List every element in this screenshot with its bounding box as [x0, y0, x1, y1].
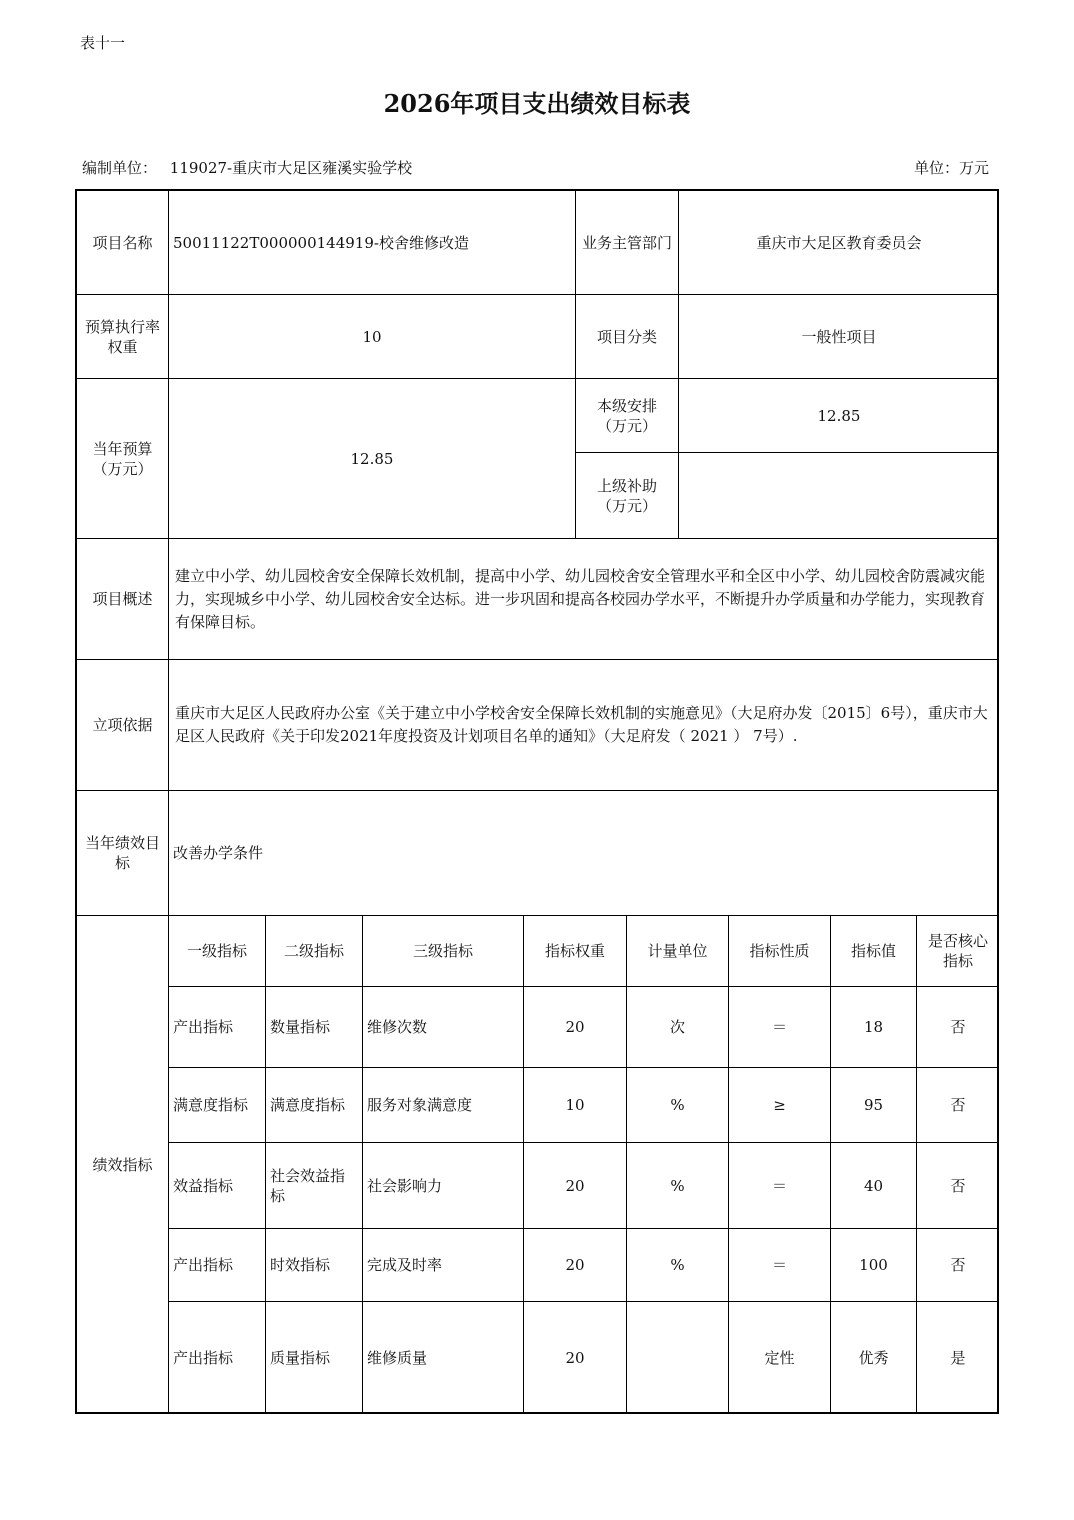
header-level1: 一级指标 — [169, 916, 266, 987]
row1-level2: 数量指标 — [266, 987, 363, 1068]
performance-table — [75, 189, 999, 1414]
row1-level3: 维修次数 — [363, 987, 524, 1068]
goal-value: 改善办学条件 — [169, 791, 999, 916]
project-name-label: 项目名称 — [77, 191, 169, 295]
row5-value: 优秀 — [831, 1302, 917, 1414]
row4-level1: 产出指标 — [169, 1229, 266, 1302]
row3-nature: ＝ — [729, 1143, 831, 1229]
row5-core: 是 — [950, 1349, 966, 1367]
header-nature: 指标性质 — [729, 916, 831, 987]
dept-value: 重庆市大足区教育委员会 — [679, 191, 999, 295]
row2-core: 否 — [917, 1068, 999, 1143]
org-line — [82, 157, 412, 178]
header-level3: 三级指标 — [363, 916, 524, 987]
row1-nature: ＝ — [729, 987, 831, 1068]
goal-label: 当年绩效目标 — [77, 791, 169, 916]
local-label: 本级安排（万元） — [576, 379, 679, 453]
header-weight: 指标权重 — [524, 916, 627, 987]
row3-level3: 社会影响力 — [363, 1143, 524, 1229]
row1-level1: 产出指标 — [169, 987, 266, 1068]
row2-level3: 服务对象满意度 — [363, 1068, 524, 1143]
project-name-value: 50011122T000000144919-校舍维修改造 — [169, 191, 576, 295]
header-level2: 二级指标 — [266, 916, 363, 987]
row3-weight: 20 — [524, 1143, 627, 1229]
weight-value: 10 — [169, 295, 576, 379]
row5-nature: 定性 — [729, 1302, 831, 1414]
row2-level1: 满意度指标 — [169, 1068, 266, 1143]
row3-core: 否 — [917, 1143, 999, 1229]
overview-label: 项目概述 — [77, 539, 169, 660]
org-label: 编制单位： — [82, 159, 158, 177]
local-value: 12.85 — [679, 379, 999, 453]
row4-weight: 20 — [524, 1229, 627, 1302]
row4-level3: 完成及时率 — [363, 1229, 524, 1302]
row5-level3: 维修质量 — [363, 1302, 524, 1414]
row2-level2: 满意度指标 — [266, 1068, 363, 1143]
row3-unit: % — [627, 1143, 729, 1229]
row4-value: 100 — [831, 1229, 917, 1302]
row4-core: 否 — [917, 1229, 999, 1302]
subsidy-value — [679, 453, 999, 539]
overview-value: 建立中小学、幼儿园校舍安全保障长效机制，提高中小学、幼儿园校舍安全管理水平和全区中小学、幼儿园校舍防震减灾能力，实现城乡中小学、幼儿园校舍安全达标。进一步巩固和提高各校园办学水平，不断提升办学质量和办学能力，实现教育有保障目标。 — [169, 539, 999, 660]
row1-core: 否 — [917, 987, 999, 1068]
unit-label: 单位：万元 — [914, 159, 990, 177]
page-title: 2026年项目支出绩效目标表 — [383, 89, 691, 118]
basis-value: 重庆市大足区人民政府办公室《关于建立中小学校舍安全保障长效机制的实施意见》（大足府办发〔2015〕6号），重庆市大足区人民政府《关于印发2021年度投资及计划项目名单的通知》（大足府发（ 2021 ） 7号）. — [169, 660, 999, 791]
subsidy-label: 上级补助（万元） — [576, 453, 679, 539]
row1-unit: 次 — [627, 987, 729, 1068]
budget-label: 当年预算（万元） — [77, 379, 169, 539]
row2-unit: % — [627, 1068, 729, 1143]
row1-value: 18 — [831, 987, 917, 1068]
indicators-section-label: 绩效指标 — [77, 916, 169, 1414]
row2-weight: 10 — [524, 1068, 627, 1143]
header-value: 指标值 — [831, 916, 917, 987]
category-value: 一般性项目 — [679, 295, 999, 379]
header-core: 是否核心指标 — [917, 916, 999, 987]
row2-value: 95 — [831, 1068, 917, 1143]
row5-level2: 质量指标 — [266, 1302, 363, 1414]
weight-label: 预算执行率权重 — [77, 295, 169, 379]
row5-weight: 20 — [524, 1302, 627, 1414]
row4-unit: % — [627, 1229, 729, 1302]
table-number: 表十一 — [80, 34, 126, 52]
row3-level2: 社会效益指标 — [266, 1143, 363, 1229]
row3-level1: 效益指标 — [169, 1143, 266, 1229]
row4-nature: ＝ — [729, 1229, 831, 1302]
row3-value: 40 — [831, 1143, 917, 1229]
dept-label: 业务主管部门 — [576, 191, 679, 295]
row1-weight: 20 — [524, 987, 627, 1068]
row4-level2: 时效指标 — [266, 1229, 363, 1302]
header-unit: 计量单位 — [627, 916, 729, 987]
category-label: 项目分类 — [576, 295, 679, 379]
row5-unit — [627, 1302, 729, 1414]
basis-label: 立项依据 — [77, 660, 169, 791]
budget-value: 12.85 — [169, 379, 576, 539]
row2-nature: ≥ — [729, 1068, 831, 1143]
org-value: 119027-重庆市大足区雍溪实验学校 — [169, 159, 413, 177]
row5-level1: 产出指标 — [169, 1302, 266, 1414]
